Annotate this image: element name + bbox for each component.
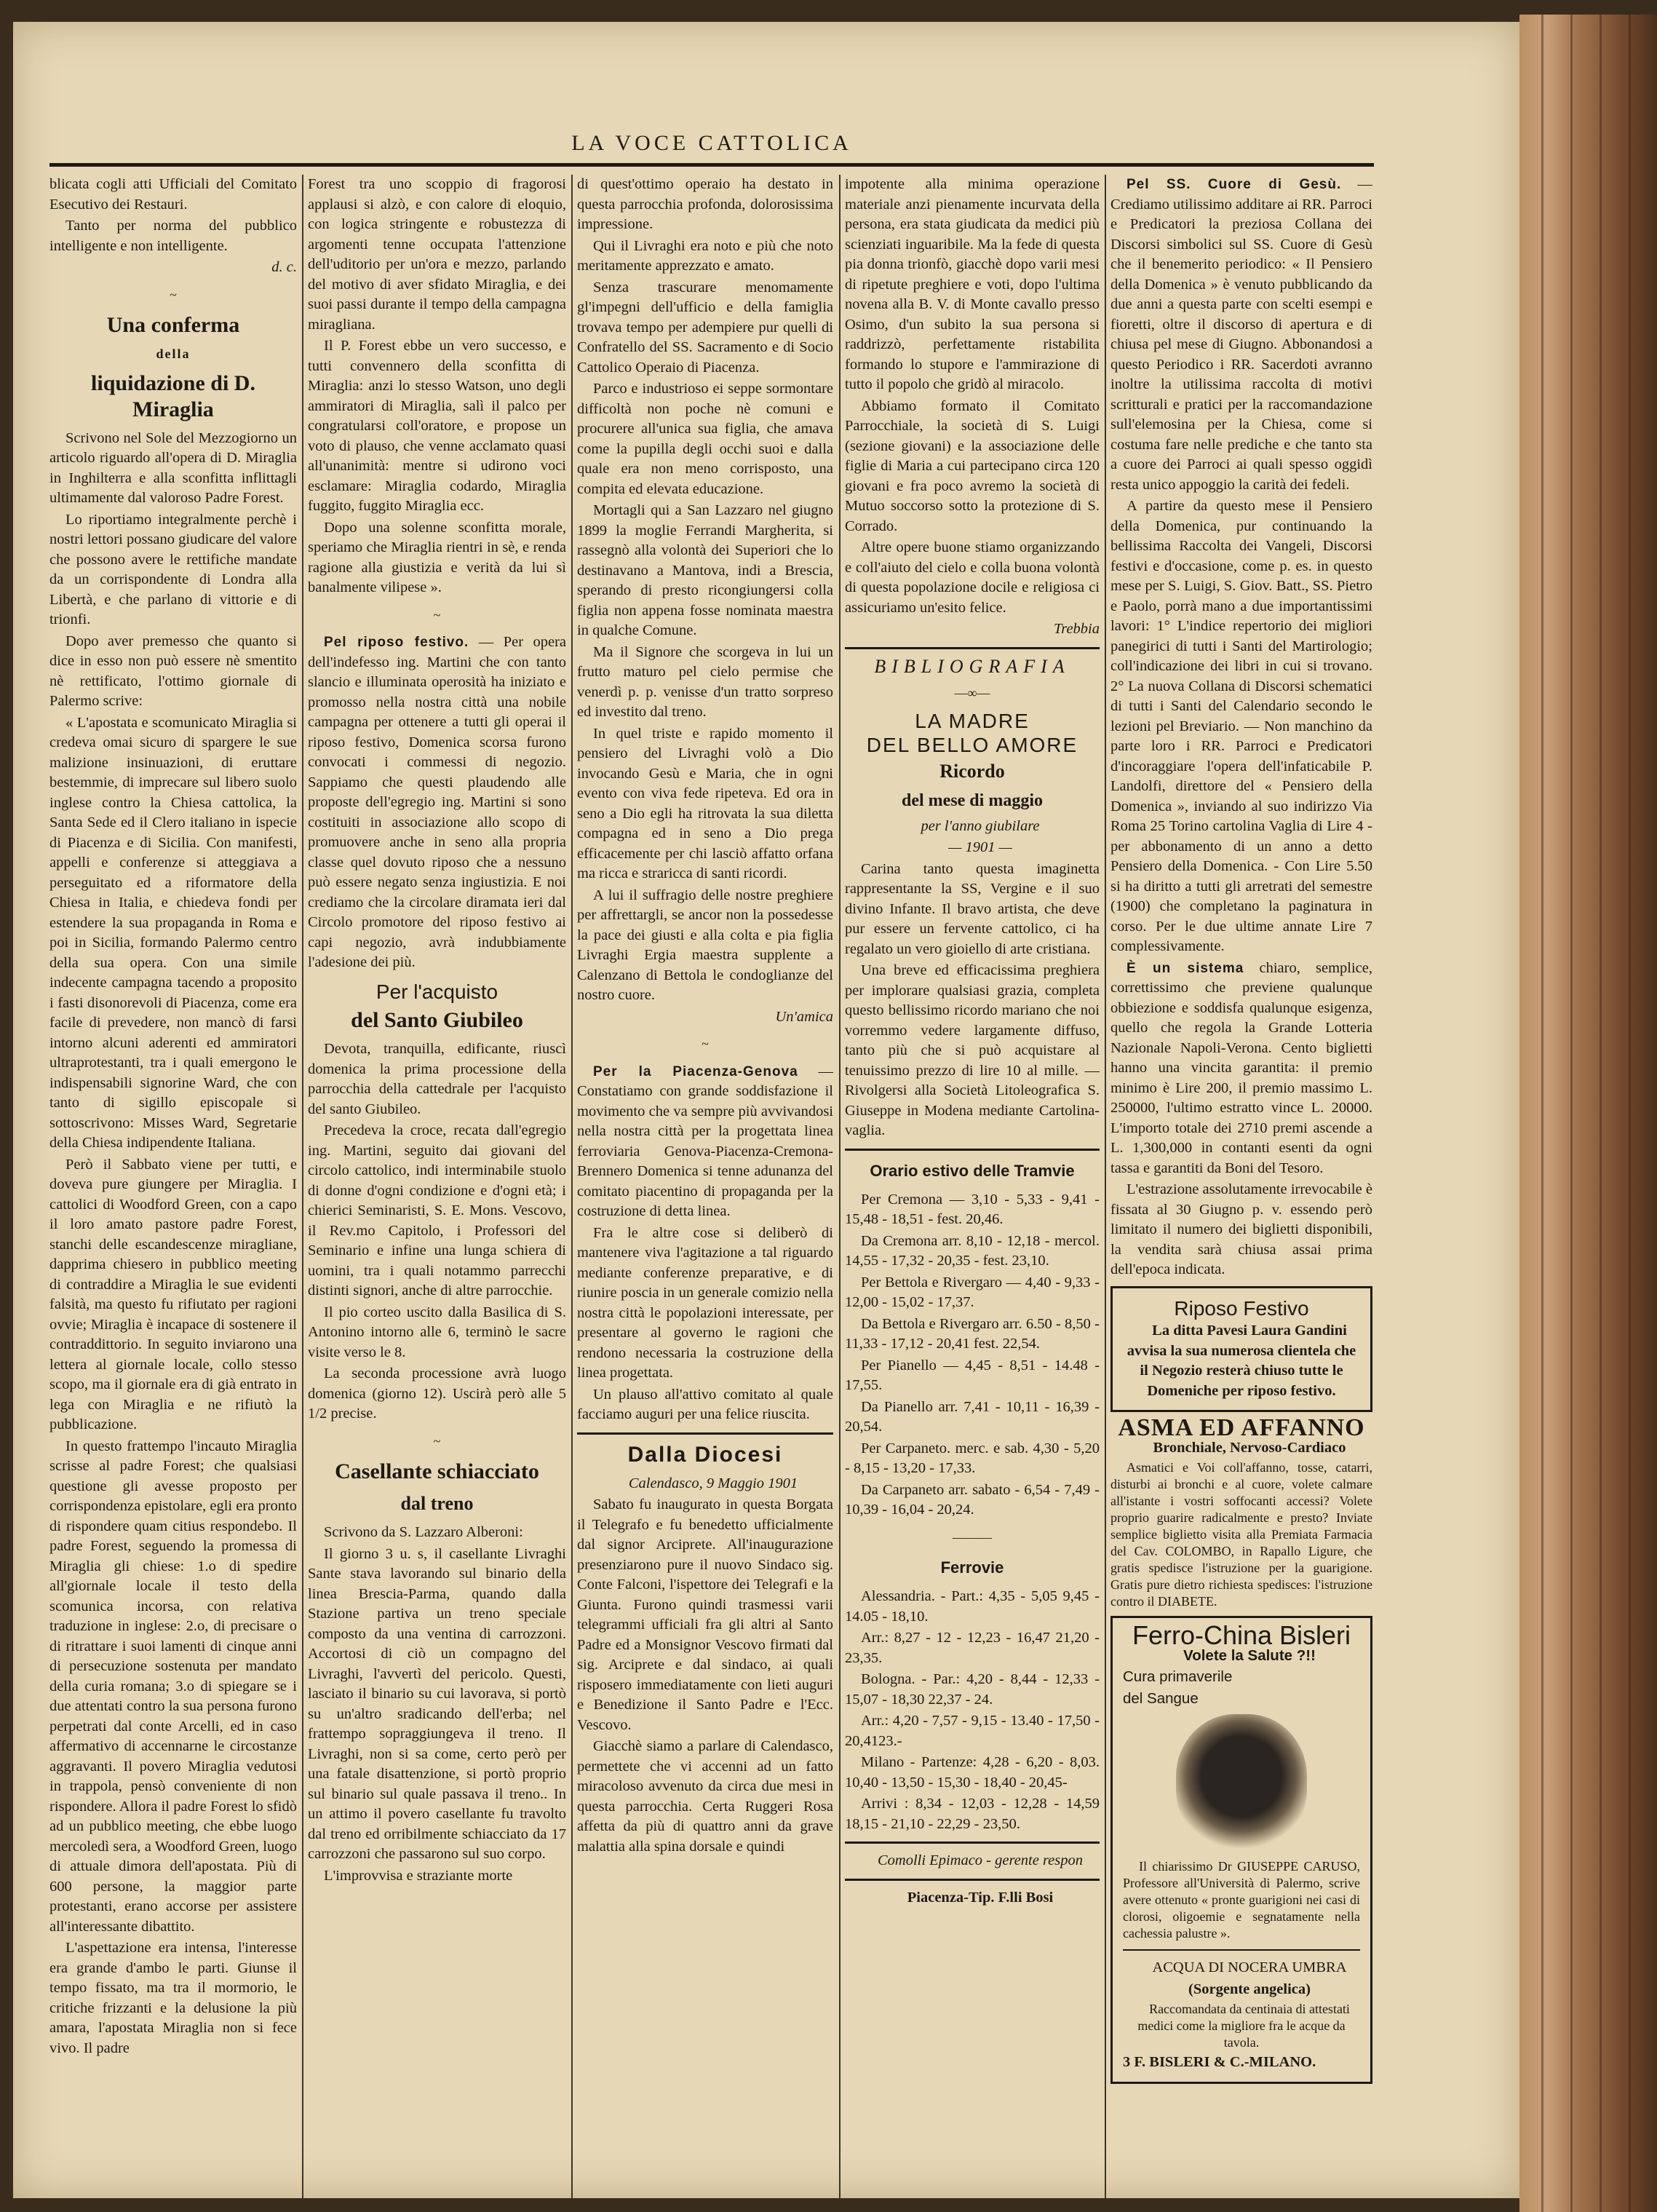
timetable-row: Arr.: 4,20 - 7,57 - 9,15 - 13.40 - 17,50 - 20,4123.- xyxy=(845,1713,1100,1749)
book-title: DEL BELLO AMORE xyxy=(866,734,1078,756)
dateline: Calendasco, 9 Maggio 1901 xyxy=(628,1475,798,1491)
paragraph: Forest tra uno scoppio di fragorosi applausi si alzò, e con calore di eloquio, con logica stringente e robustezza di argomenti tenne occupata l'attenzione dell'uditorio per un'ora e mezzo, parlando del motivo di aver sfidato Miraglia, e dei suoi passi durante il tempo della campagna miragliana. xyxy=(308,176,566,333)
ad-title: Riposo Festivo xyxy=(1174,1296,1309,1320)
headline: Casellante schiacciato xyxy=(335,1459,539,1483)
paragraph: Scrivono da S. Lazzaro Alberoni: xyxy=(324,1524,523,1540)
timetable-row: Per Cremona — 3,10 - 5,33 - 9,41 - 15,48 - 18,51 - fest. 20,46. xyxy=(845,1191,1100,1227)
ad-title: ASMA ED AFFANNO xyxy=(1118,1414,1365,1441)
paragraph: Il giorno 3 u. s, il casellante Livraghi Sante stava lavorando sul binario della linea Brescia-Parma, quando dalla Stazione partiva un treno speciale composto da una ventina di carrozzoni. Accortosi di ciò un compagno del Livraghi, l'avvertì del pericolo. Questi, lasciato il binario su cui lavorava, si portò su un'altro sradicando dell'erba; nel frattempo sopraggiungeva il treno. Il Livraghi, non si sa come, certo però per una fatale disattenzione, si portò proprio sul binario sul quale passava il treno.. In un attimo il povero casellante fu travolto dal treno ed orribilmente schiacciato da 17 carrozzoni che passarono sul suo corpo. xyxy=(308,1545,566,1862)
paragraph: « L'apostata e scomunicato Miraglia si credeva omai sicuro di spargere le sue malizione insinuazioni, di eruttare bestemmie, di imprecare sul libero suolo inglese contro la Chiesa cattolica, la Santa Sede ed il Clero italiano in ispecie di Piacenza e di Sicilia. Con manifesti, appelli e conferenze si atteggiava a perseguitato ed a riformatore della Chiesa in Italia, e chiedeva fondi per estendere la sua propaganda in Roma e poi in Sicilia, formando Palermo centro della sua opera. Con una simile indecente campagna tacendo a proposito i fasti disonorevoli di Piacenza, come era facile di prevedere, non mancò di farsi intorno alcuni aderenti ed ammiratori ultraprotestanti, tra i quali emergono le indispensabili signorine Ward, che con tanto di sigillo episcopale si sottoscrivono: Misses Ward, Segretarie della Chiesa indipendente Italiana. xyxy=(49,714,297,1151)
column-divider xyxy=(571,175,573,2198)
column-5 xyxy=(1110,175,1372,2198)
ad-title: Ferro-China Bisleri xyxy=(1132,1620,1351,1650)
ad-text: Il chiarissimo Dr GIUSEPPE CARUSO, Professore all'Università di Palermo, scrive avere ottenuto « pronte guarigioni nei casi di clorosi, oligoemie e segnatamente nella cachessia palustre ». xyxy=(1123,1859,1360,1941)
paragraph: L'aspettazione era intensa, l'interesse era grande d'ambo le parti. Giunse il tempo fissato, ma tra il mormorio, le critiche frizzanti e la delusione la più amara, l'apostata Miraglia non si fece vivo. Il padre xyxy=(49,1940,297,2056)
timetable-row: Milano - Partenze: 4,28 - 6,20 - 8,03. 10,40 - 13,50 - 15,30 - 18,40 - 20,45- xyxy=(845,1754,1100,1791)
paragraph: A lui il suffragio delle nostre preghiere per affrettargli, se ancor non la possedesse la pace dei giusti e alla colta e pia figlia Livraghi Ergia maestra supplente a Calenzano di Bettola le condoglianze del nostro cuore. xyxy=(577,887,833,1003)
paragraph: Ma il Signore che scorgeva in lui un frutto maturo pel cielo permise che venerdì p. p. venisse d'un tratto sorpreso ed investito dal treno. xyxy=(577,643,833,720)
paragraph: Qui il Livraghi era noto e più che noto meritamente apprezzato e amato. xyxy=(577,237,833,274)
paragraph: La seconda processione avrà luogo domenica (giorno 12). Uscirà però alle 5 1/2 precise. xyxy=(308,1365,566,1422)
paragraph: In questo frattempo l'incauto Miraglia scrisse al padre Forest; che qualsiasi questione gli avesse proposto per corrispondenza epistolare, egli era pronto di rispondere quam citius respondebo. Il padre Forest, seguendo la promessa di Miraglia gli chiese: 1.o di spedire all'giornale locale il testo della scomunica incorsa, con relativa traduzione in inglese: 2.o, di precisare o di ritrattare i suoi lamenti di cinque anni di persecuzione sostenuta per mandato della curia romana; 3.o di spiegare se i due attentati contro la sua persona furono perpetrati dal conte Arcelli, ed in caso affermativo di accennarne le circostanze aggravanti. Il povero Miraglia vedutosi in trappola, pensò conveniente di non rispondere. Allora il padre Forest lo sfidò ad un pubblico meeting, che ebbe luogo mercoledì sera, a Woodford Green, luogo di attuale dimora dell'apostata. Più di 600 persone, la maggior parte protestanti, erano accorse per assistere all'interessante dibattito. xyxy=(49,1438,297,1935)
paragraph: Altre opere buone stiamo organizzando e coll'aiuto del cielo e colla buona volontà di questa popolazione docile e religiosa ci assicuriamo un'esito felice. xyxy=(845,539,1100,616)
book-subtitle: del mese di maggio xyxy=(902,790,1043,810)
timetable-row: Da Pianello arr. 7,41 - 10,11 - 16,39 - 20,54. xyxy=(845,1398,1100,1435)
paragraph: Il P. Forest ebbe un vero successo, e tutti convennero della sconfitta di Miraglia: anzi lo stesso Watson, uno degli ammiratori di Miraglia, salì il palco per congratularsi coll'oratore, e propose un voto di plauso, che venne acclamato quasi all'unanimità: mentre si udirono voci esclamare: Miraglia codardo, Miraglia fuggito, fuggito Miraglia ecc. xyxy=(308,338,566,514)
paragraph: di quest'ottimo operaio ha destato in questa parrocchia profonda, dolorosissima impressione. xyxy=(577,176,833,232)
book-subtitle: Ricordo xyxy=(939,760,1005,782)
paragraph: Fra le altre cose si deliberò di mantenere viva l'agitazione a tal riguardo mediante conferenze preparative, e di riunire poscia in un generale comizio nella nostra città le popolazioni interessate, per presentare al governo le ragioni che rendono necessaria la costruzione della linea progettata. xyxy=(577,1224,833,1381)
ornament: ~ xyxy=(170,287,177,302)
lead-in: È un sistema xyxy=(1126,960,1244,976)
newspaper-page xyxy=(13,22,1519,2198)
ad-subtitle: (Sorgente angelica) xyxy=(1188,1981,1311,1997)
ornament: ——— xyxy=(953,1529,992,1545)
timetable-row: Per Pianello — 4,45 - 8,51 - 14.48 - 17,55. xyxy=(845,1357,1100,1393)
lead-in: Pel SS. Cuore di Gesù. xyxy=(1126,177,1342,192)
paragraph: Devota, tranquilla, edificante, riuscì domenica la prima processione della parrocchia della cattedrale per l'acquisto del santo Giubileo. xyxy=(308,1041,566,1117)
masthead: LA VOCE CATTOLICA xyxy=(571,131,852,155)
paragraph: Scrivono nel Sole del Mezzogiorno un articolo riguardo all'opera di D. Miraglia in Inghilterra e alla sconfitta inflittagli ultimamente dal valoroso Padre Forest. xyxy=(49,429,297,506)
timetable-row: Per Carpaneto. merc. e sab. 4,30 - 5,20 - 8,15 - 13,20 - 17,33. xyxy=(845,1440,1100,1476)
ad-text: Asmatici e Voi coll'affanno, tosse, catarri, disturbi ai bronchi e al cuore, volete calmare all'istante i vostri soffocanti accessi? Volete proprio guarire radicalmente e presto? Inviate semplice biglietto visita alla Premiata Farmacia del Cav. COLOMBO, in Rapallo Ligure, che gratis spedisce l'istruzione per la guarigione. Gratis pure dietro richiesta spedisces: l'istruzione contro il DIABETE. xyxy=(1110,1460,1372,1609)
headline: Una conferma xyxy=(106,313,240,337)
ad-riposo-festivo xyxy=(1110,1286,1372,1413)
paragraph: L'estrazione assolutamente irrevocabile è fissata al 30 Giugno p. v. essendo però limitato il numero dei biglietti disponibili, la vendita sarà chiusa assai prima dell'epoca indicata. xyxy=(1110,1181,1372,1277)
ornament: ~ xyxy=(702,1036,709,1051)
signature: Trebbia xyxy=(1053,621,1100,637)
column-1 xyxy=(49,175,297,2198)
timetable-title: Ferrovie xyxy=(940,1558,1004,1577)
ad-subtitle: del Sangue xyxy=(1123,1689,1199,1707)
paragraph: Mortagli qui a San Lazzaro nel giugno 1899 la moglie Ferrandi Margherita, si rassegnò alla volontà dei Superiori che lo destinavano a Mantova, indi a Brescia, sperando di presto ricongiungersi colla figlia non appena fosse nominata maestra in qualche Comune. xyxy=(577,502,833,638)
book-title: LA MADRE xyxy=(915,709,1030,732)
ornament: —∞— xyxy=(954,686,990,700)
column-divider xyxy=(839,175,841,2198)
paragraph: Carina tanto questa imaginetta rappresentante la SS, Vergine e il suo divino Infante. Il bravo artista, che deve pur essere un fervente cattolico, ci ha regalato un vero gioiello di arte cristiana. xyxy=(845,860,1100,957)
ad-footer: 3 F. BISLERI & C.-MILANO. xyxy=(1123,2054,1316,2070)
paragraph: Parco e industrioso ei seppe sormontare difficoltà non poche nè comuni e procurere all'unica sua figlia, che amava come la pupilla degli occhi suoi e dalla quale era non meno corrisposto, una compita ed elevata educazione. xyxy=(577,381,833,497)
paragraph: Precedeva la croce, recata dall'egregio ing. Martini, seguito dai giovani del circolo cattolico, indi interminabile stuolo di donne d'ogni condizione e d'ogni età; i chierici Seminaristi, S. E. Mons. Vescovo, il Rev.mo Capitolo, i Professori del Seminario e infine una lunga schiera di uomini, tra i quali notammo parrecchi distinti signori, anche di altre parrocchie. xyxy=(308,1122,566,1299)
ad-subtitle: Cura primaverile xyxy=(1123,1668,1233,1685)
ad-ferro-china-bisleri xyxy=(1110,1616,1372,2084)
paragraph: — Constatiamo con grande soddisfazione il movimento che va sempre più avvivandosi nella nostra città per la progettata linea ferroviaria Genova-Piacenza-Cremona-Brennero Domenica si tenne adunanza del comitato piacentino di propaganda per la costruzione di detta linea. xyxy=(577,1063,833,1219)
paragraph: Dopo una solenne sconfitta morale, speriamo che Miraglia rientri in sè, e renda ragione alla giustizia e verità da lui sì banalmente vilipese ». xyxy=(308,519,566,595)
paragraph: Dopo aver premesso che quanto si dice in esso non può essere nè smentito nè rettificato, l'ottimo giornale di Palermo scrive: xyxy=(49,633,297,709)
headline-connector: della xyxy=(156,346,191,361)
paragraph: — Per opera dell'indefesso ing. Martini che con tanto slancio e illuminata operosità ha iniziato e promosso nella nostra città una nobile campagna per ottenere a tutti gli operai il riposo festivo, Domenica scorsa furono convocati i commessi di negozio. Sappiamo che questi plaudendo alle proposte dell'egregio ing. Martini si sono costituiti in associazione allo scopo di promuovere anche in seno alla propria classe quel dovuto riposo che a nessuno può essere negato senza ingiustizia. E noi crediamo che la circolare diramata ieri dal Circolo promotore del riposo festivo ai capi negozio, avrà indubbiamente l'adesione dei più. xyxy=(308,634,566,970)
signature: Un'amica xyxy=(775,1008,833,1025)
ad-text: Raccomandata da centinaia di attestati medici come la migliore fra le acque da tavola. xyxy=(1137,2002,1350,2050)
timetable-row: Per Bettola e Rivergaro — 4,40 - 9,33 - 12,00 - 15,02 - 17,37. xyxy=(845,1274,1100,1310)
divider xyxy=(845,647,1100,649)
column-4 xyxy=(845,175,1100,2198)
headline: dal treno xyxy=(400,1493,474,1514)
ad-subtitle: Volete la Salute ?!! xyxy=(1183,1646,1316,1664)
paragraph: Una breve ed efficacissima preghiera per implorare qualsiasi grazia, completa questo bellissimo ricordo mariano che noi vorremmo vedere largamente diffuso, tanto più che si può acquistare al tenuissimo prezzo di lire 10 al mille. — Rivolgersi alla Società Litoleografica S. Giuseppe in Modena mediante Cartolina-vaglia. xyxy=(845,962,1100,1138)
book-year: — 1901 — xyxy=(948,839,1012,855)
book-gutter xyxy=(1519,15,1657,2212)
column-2 xyxy=(308,175,566,2198)
timetable-row: Arrivi : 8,34 - 12,03 - 12,28 - 14,59 18,15 - 21,10 - 22,29 - 23,50. xyxy=(845,1796,1100,1832)
column-divider xyxy=(302,175,303,2198)
paragraph: A partire da questo mese il Pensiero della Domenica, pur continuando la bellissima Raccolta dei Vangeli, Discorsi festivi e d'occasione, come p. es. in questo mese per S. Luigi, S. Giov. Batt., SS. Pietro e Paolo, porrà mano a due importantissimi lavori: 1° L'indice repertorio dei migliori panegirici di tutti i Santi del Martirologio; coll'indicazione dei libri in cui si trovano. 2° La nuova Collana di Discorsi schematici di tutti i Santi del Calendario secondo le lezioni pel Breviario. — Non manchino da parte loro i RR. Parroci e Predicatori d'incoraggiare l'opera dell'infaticabile P. Landolfi, direttore del « Pensiero della Domenica », inviando al suo indirizzo Via Roma 25 Torino cartolina Vaglia di Lire 4 - per abbonamento di un anno a detto Pensiero della Domenica. - Con Lire 5.50 si ha diritto a tutti gli arretrati del semestre (1900) che completano la paginatura in corso. Per le due ultime annate Lire 7 complessivamente. xyxy=(1110,498,1372,954)
paragraph: Giacchè siamo a parlare di Calendasco, permettete che vi accenni ad un fatto miracoloso avvenuto da circa due mesi in questa parrocchia. Certa Ruggeri Rosa affetta da più di quattro anni da grave malattia alla spina dorsale e quindi xyxy=(577,1738,833,1855)
divider xyxy=(845,1842,1100,1844)
headline: liquidazione di D. Miraglia xyxy=(91,370,255,421)
paragraph: — Crediamo utilissimo additare ai RR. Parroci e Predicatori la preziosa Collana dei Discorsi simbolici sul SS. Cuore di Gesù che il benemerito periodico: « Il Pensiero della Domenica » è venuto pubblicando da due anni a questa parte con scelti esempi e fioretti, oltre il discorso di apertura e di chiusa pel mese di Giugno. Abbonandosi a questo Periodico i RR. Sacerdoti avranno inoltre la utilissima raccolta di motivi scritturali e pratici per la raccomandazione sull'elemosina per la Chiesa, come si costuma fare nelle prediche e che tanto sta a cuore dei Parroci ai quali spesso oggidì resta unico appoggio la carità dei fedeli. xyxy=(1110,176,1372,493)
timetable-row: Alessandria. - Part.: 4,35 - 5,05 9,45 - 14.05 - 18,10. xyxy=(845,1588,1100,1625)
lead-in: Pel riposo festivo. xyxy=(324,635,469,650)
timetable-row: Bologna. - Par.: 4,20 - 8,44 - 12,33 - 15,07 - 18,30 22,37 - 24. xyxy=(845,1671,1100,1708)
timetable-row: Da Carpaneto arr. sabato - 6,54 - 7,49 - 10,39 - 16,04 - 20,24. xyxy=(845,1481,1100,1518)
headline: Dalla Diocesi xyxy=(627,1442,783,1467)
signature: d. c. xyxy=(271,259,297,275)
paragraph: In quel triste e rapido momento il pensiero del Livraghi volò a Dio invocando Gesù e Maria, che in ogni evento con viva fede ripeteva. Ed ora in seno a Dio egli ha ritrovata la sua diletta compagna ed in seno a Dio prega efficacemente per chi lasciò affatto orfana ma ricca e straricca di santi ricordi. xyxy=(577,725,833,881)
paragraph: Un plauso all'attivo comitato al quale facciamo auguri per una felice riuscita. xyxy=(577,1386,833,1422)
divider xyxy=(845,1879,1100,1881)
paragraph: Sabato fu inaugurato in questa Borgata il Telegrafo e fu benedetto ufficialmente dal signor Arciprete. All'inaugurazione presenziarono pure il nuovo Sindaco sig. Conte Falconi, l'ispettore dei Telegrafi e la Giunta. Furono quindi trasmessi varii telegrammi ufficiali fra gli altri al Santo Padre ed a Monsignor Vescovo firmati dal sig. Arciprete e dal sindaco, ai quali risposero immediatamente con lieti auguri e Benedizione il Santo Padre e l'Ecc. Vescovo. xyxy=(577,1497,833,1733)
printer-line: Piacenza-Tip. F.lli Bosi xyxy=(907,1889,1054,1906)
masthead-rule xyxy=(49,163,1374,167)
paragraph: Però il Sabbato viene per tutti, e doveva pure giungere per Miraglia. I cattolici di Woodford Green, con a capo il loro amato pastore padre Forest, stanchi delle escandescenze miragliane, dapprima chiesero in pubblico meeting di contraddire a Miraglia le sue evidenti falsità, ma questo fu rifiutato per ragioni ovvie; Miraglia è incapace di sostenere il contraddittorio. In seguito inviarono una lettera al giornale locale, collo stesso scopo, ma il giornale era di già entrato in lega con Miraglia e ne rifiutò la pubblicazione. xyxy=(49,1156,297,1432)
ad-text: La ditta Pavesi Laura Gandini avvisa la sua numerosa clientela che il Negozio resterà chiuso tutte le Domeniche per riposo festivo. xyxy=(1126,1323,1356,1399)
column-3 xyxy=(577,175,833,2198)
paragraph: L'improvvisa e straziante morte xyxy=(324,1867,513,1884)
paragraph: Tanto per norma del pubblico intelligente e non intelligente. xyxy=(49,218,297,254)
divider xyxy=(845,1149,1100,1151)
headline: Per l'acquisto xyxy=(375,980,498,1003)
ad-title: ACQUA DI NOCERA UMBRA xyxy=(1152,1959,1347,1975)
gerente-line: Comolli Epimaco - gerente respon xyxy=(877,1852,1083,1868)
timetable-row: Arr.: 8,27 - 12 - 12,23 - 16,47 21,20 - 23,35. xyxy=(845,1630,1100,1666)
divider xyxy=(577,1432,833,1435)
paragraph: Lo riportiamo integralmente perchè i nostri lettori possano giudicare del valore che possono avere le rettifiche mandate da un corrispondente di Londra alla Libertà, e che parlano di vittorie e di trionfi. xyxy=(49,511,297,627)
ad-subtitle: Bronchiale, Nervoso-Cardiaco xyxy=(1153,1439,1346,1456)
paragraph: chiaro, semplice, correttissimo che previene qualunque obbiezione e soddisfa qualunque esigenza, quello che regola la Grande Lotteria Nazionale Napoli-Verona. Cento biglietti hanno una vincita garantita: il premio minimo è Lire 200, il premio massimo L. 250000, l'ultimo estratto vince L. 20000. L'importo totale dei 2710 premi ascende a L. 1,300,000 in contanti esenti da ogni tassa e garantiti da Boni del Tesoro. xyxy=(1110,959,1372,1176)
lead-in: Per la Piacenza-Genova xyxy=(593,1063,798,1079)
paragraph: impotente alla minima operazione materiale anzi pienamente incurvata della persona, era stata giudicata da medici più scienziati inguaribile. Ma la fede di questa pia donna trionfò, giacchè dopo varii mesi di ripetute preghiere e voti, dopo l'ultima novena alla B. V. di Monte cavallo presso Osimo, d'un subito la sua persona si raddrizzò, perfettamente ristabilita formando lo stupore e l'ammirazione di tutto il popolo che gridò al miracolo. xyxy=(845,176,1100,392)
section-title: BIBLIOGRAFIA xyxy=(874,655,1070,677)
ornament: ~ xyxy=(433,1433,441,1448)
timetable-row: Da Cremona arr. 8,10 - 12,18 - mercol. 14,55 - 17,32 - 20,35 - fest. 23,10. xyxy=(845,1232,1100,1269)
headline: del Santo Giubileo xyxy=(351,1008,523,1032)
divider xyxy=(1123,1949,1360,1951)
ornament: ~ xyxy=(433,607,441,622)
column-divider xyxy=(1105,175,1106,2198)
lion-illustration xyxy=(1176,1714,1307,1852)
paragraph: blicata cogli atti Ufficiali del Comitato Esecutivo dei Restauri. xyxy=(49,176,297,213)
timetable-row: Da Bettola e Rivergaro arr. 6.50 - 8,50 - 11,33 - 17,12 - 20,41 fest. 22,54. xyxy=(845,1315,1100,1352)
paragraph: Abbiamo formato il Comitato Parrocchiale, la società di S. Luigi (sezione giovani) e la associazione delle figlie di Maria a cui partecipano circa 120 giovani e fra poco avremo la società di Mutuo soccorso sotto la protezione di S. Corrado. xyxy=(845,397,1100,534)
timetable-title: Orario estivo delle Tramvie xyxy=(870,1161,1075,1180)
paragraph: Senza trascurare menomamente gl'impegni dell'ufficio e della famiglia trovava tempo per adempiere pur quelli di Confratello del SS. Sacramento e di Socio Cattolico Operaio di Piacenza. xyxy=(577,279,833,376)
paragraph: Il pio corteo uscito dalla Basilica di S. Antonino intorno alle 6, terminò le sacre visite verso le 8. xyxy=(308,1304,566,1360)
book-subtitle: per l'anno giubilare xyxy=(921,817,1040,834)
